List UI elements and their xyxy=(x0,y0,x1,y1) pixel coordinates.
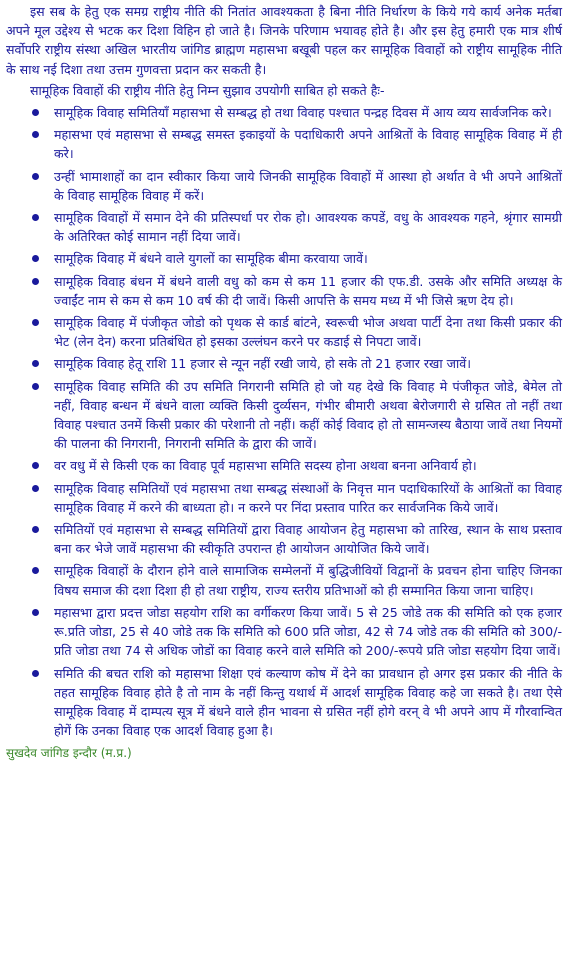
bullet-icon xyxy=(32,485,39,492)
list-item xyxy=(6,603,562,661)
bullet-icon xyxy=(32,462,39,469)
list-item-text: वर वधु में से किसी एक का विवाह पूर्व महासभा समिति सदस्य होना अथवा बनना अनिवार्य हो। xyxy=(54,458,477,474)
list-item-text: सामूहिक विवाह में पंजीकृत जोडो को पृथक से कार्ड बांटने, स्वरूची भोज अथवा पार्टी देना तथा किसी प्रकार की भेट (लेन देन) करना प्रतिबंधित हो इसका उल्लंघन करने पर कडाई से निपटा जावें। xyxy=(54,315,562,350)
suggestion-list xyxy=(6,103,562,740)
bullet-icon xyxy=(32,319,39,326)
list-item-text: सामूहिक विवाह हेतू राशि 11 हजार से न्यून नहीं रखी जाये, हो सके तो 21 हजार रखा जावें। xyxy=(54,356,471,372)
list-item xyxy=(6,125,562,163)
list-item-text: सामूहिक विवाह बंधन में बंधने वाली वधु को कम से कम 11 हजार की एफ.डी. उसके और समिति अध्यक्ष के ज्वाईंट नाम से कम से कम 10 वर्ष की दी जावें। किसी आपत्ति के समय मध्य में भी जिसे ऋण देय हो। xyxy=(54,273,562,308)
bullet-icon xyxy=(32,278,39,285)
bullet-icon xyxy=(32,567,39,574)
bullet-icon xyxy=(32,109,39,116)
list-item xyxy=(6,520,562,558)
list-item xyxy=(6,103,562,122)
list-item xyxy=(6,377,562,454)
list-item xyxy=(6,272,562,310)
list-item-text: समिति की बचत राशि को महासभा शिक्षा एवं कल्याण कोष में देने का प्रावधान हो अगर इस प्रकार की नीति के तहत सामूहिक विवाह होते है तो नाम के नहीं किन्तु यथार्थ में आदर्श सामूहिक विवाह कहे जा सकते है। तथा ऐसे सामूहिक विवाह में दाम्पत्य सूत्र में बंधने वाले हीन भावना से ग्रसित नहीं होगे वरन् वे भी अपने आप में गौरवान्वित होगें कि उनका विवाह एक आदर्श विवाह हुआ है। xyxy=(54,665,562,739)
bullet-icon xyxy=(32,360,39,367)
bullet-icon xyxy=(32,526,39,533)
list-item-text: सामूहिक विवाह में बंधने वाले युगलों का सामूहिक बीमा करवाया जावें। xyxy=(54,251,368,267)
author-signature: सुखदेव जांगिड इन्दौर (म.प्र.) xyxy=(6,746,132,761)
list-item-text: समितियों एवं महासभा से सम्बद्ध समितियों द्वारा विवाह आयोजन हेतु महासभा को तारिख, स्थान के साथ प्रस्ताव बना कर भेजे जावें महासभा की स्वीकृति उपरान्त ही आयोजन आयोजित किये जावें। xyxy=(54,522,562,557)
bullet-icon xyxy=(32,383,39,390)
bullet-icon xyxy=(32,255,39,262)
bullet-icon xyxy=(32,214,39,221)
suggestions-lead: सामूहिक विवाहों की राष्ट्रीय नीति हेतु निम्न सुझाव उपयोगी साबित हो सकते हैः- xyxy=(30,82,385,98)
bullet-icon xyxy=(32,609,39,616)
list-item-text: सामूहिक विवाह समितियों एवं महासभा तथा सम्बद्ध संस्थाओं के निवृत्त मान पदाधिकारियों के आश्रितों का विवाह सामूहिक विवाह में करने की बाध्यता हो। न करने पर निंदा प्रस्ताव पारित कर सार्वजनिक किये जावें। xyxy=(54,480,562,515)
list-item-text: सामूहिक विवाहों में समान देने की प्रतिस्पर्धा पर रोक हो। आवश्यक कपडें, वधु के आवश्यक गहने, श्रृंगार सामग्री के अतिरिक्त कोई सामान नहीं दिया जावें। xyxy=(54,210,562,245)
list-item-text: सामूहिक विवाह समितियाँ महासभा से सम्बद्ध हो तथा विवाह पश्चात पन्द्रह दिवस में आय व्यय सार्वजनिक करे। xyxy=(54,105,552,121)
list-item xyxy=(6,479,562,517)
list-item xyxy=(6,561,562,599)
list-item-text: महासभा एवं महासभा से सम्बद्ध समस्त इकाइयों के पदाधिकारी अपने आश्रितों के विवाह सामूहिक विवाह में ही करे। xyxy=(54,127,562,162)
list-item xyxy=(6,313,562,351)
list-item-text: महासभा द्वारा प्रदत्त जोडा सहयोग राशि का वर्गीकरण किया जावें। 5 से 25 जोडे तक की समिति को एक हजार रू.प्रति जोडा, 25 से 40 जोडे तक कि समिति को 600 प्रति जोडा, 42 से 74 जोडे तक की समिति को 300/-प्रति जोडा तथा 74 से अधिक जोडों का विवाह करने वाले समिति को 200/-रूपये प्रति जोडा सहयोग दिया जावें। xyxy=(54,604,562,659)
bullet-icon xyxy=(32,670,39,677)
list-item-text: उन्हीं भामाशाहों का दान स्वीकार किया जाये जिनकी सामूहिक विवाहों में आस्था हो अर्थात वे भी अपने आश्रितों के विवाह सामूहिक विवाह में करें। xyxy=(54,168,562,203)
bullet-icon xyxy=(32,131,39,138)
intro-paragraph: इस सब के हेतु एक समग्र राष्ट्रीय नीति की नितांत आवश्यकता है बिना नीति निर्धारण के किये गये कार्य अनेक मर्तबा अपने मूल उद्देश्य से भटक कर दिशा विहिन हो जाते है। जिनके परिणाम भयावह होते है। और इस हेतु हमारी एक मात्र शीर्ष सर्वोपरि राष्ट्रीय संस्था अखिल भारतीय जांगिड ब्राह्मण महासभा बखूबी पहल कर सामूहिक विवाहों को राष्ट्रीय सामूहिक नीति के साथ नई दिशा तथा उत्तम गुणवत्ता प्रदान कर सकती है। xyxy=(6,4,562,77)
list-item xyxy=(6,456,562,475)
bullet-icon xyxy=(32,173,39,180)
list-item xyxy=(6,664,562,741)
list-item xyxy=(6,167,562,205)
list-item-text: सामूहिक विवाहों के दौरान होने वाले सामाजिक सम्मेलनों में बुद्धिजीवियों विद्वानों के प्रवचन होना चाहिए जिनका विषय समाज की दशा दिशा ही हो तथा राष्ट्रीय, राज्य स्तरीय प्रतिभाओं को ही सम्मानित किया जाना चाहिए। xyxy=(54,563,562,598)
list-item xyxy=(6,354,562,373)
list-item xyxy=(6,208,562,246)
list-item-text: सामूहिक विवाह समिति की उप समिति निगरानी समिति हो जो यह देखे कि विवाह मे पंजीकृत जोडे, बेमेल तो नहीं, विवाह बन्धन में बंधने वाला व्यक्ति किसी दुर्व्यसन, गंभीर बीमारी अथवा बेरोजगारी से ग्रसित तो नहीं तथा विवाह पश्चात उनमें किसी प्रकार की परेशानी तो नहीं। कहीं कोई विवाद हो तो सामन्जस्य बैठाया जावें तथा नियमों की पालना की निगरानी, निगरानी समिति के द्वारा की जावें। xyxy=(54,378,562,452)
list-item xyxy=(6,249,562,268)
